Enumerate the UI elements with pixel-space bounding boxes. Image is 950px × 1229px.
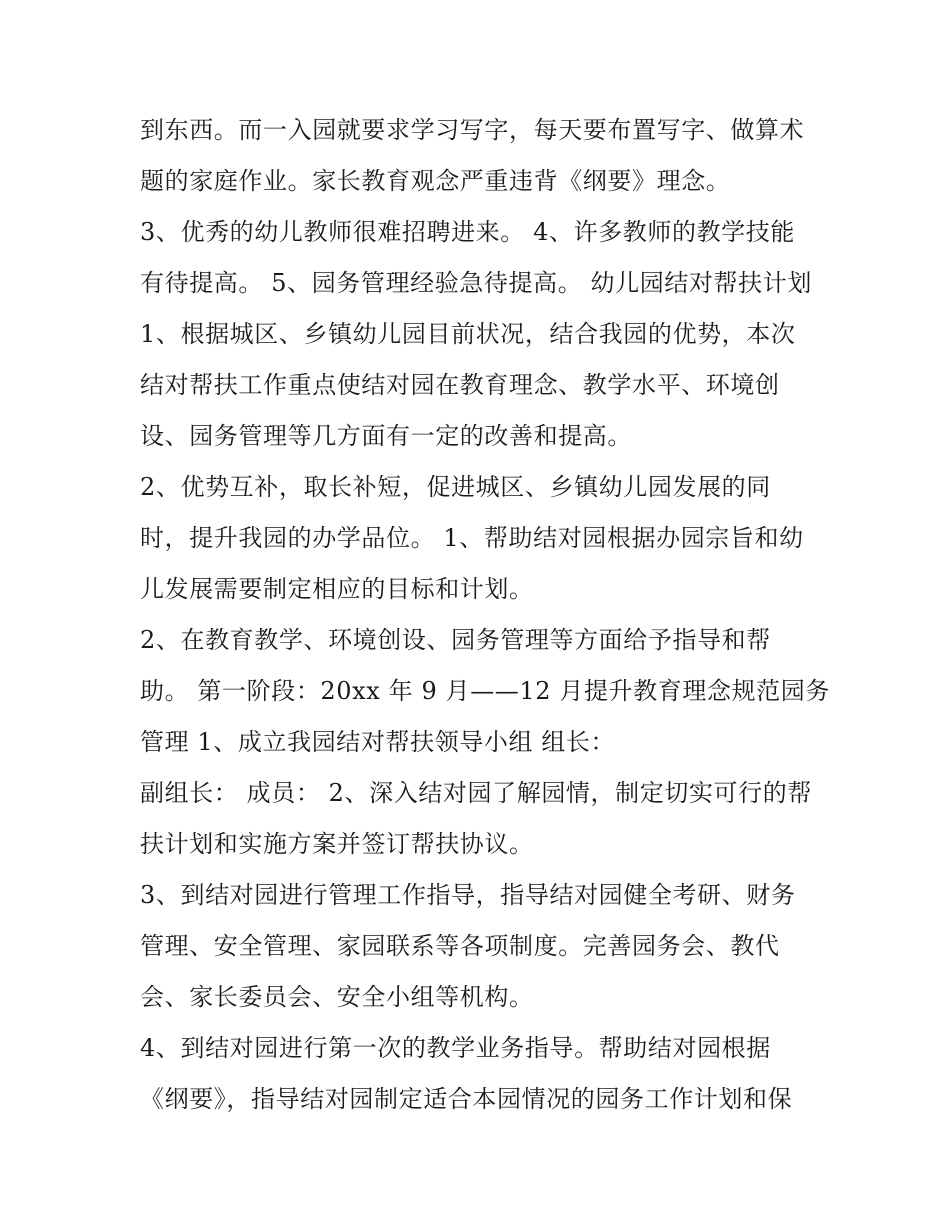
text-line-10: 儿发展需要制定相应的目标和计划。	[140, 575, 534, 603]
text-line-8: 2、优势互补，取长补短，促进城区、乡镇幼儿园发展的同	[140, 473, 771, 501]
text-line-2: 题的家庭作业。家长教育观念严重违背《纲要》理念。	[140, 167, 731, 195]
text-line-20: 《纲要》，指导结对园制定适合本园情况的园务工作计划和保	[140, 1085, 793, 1113]
text-line-17: 管理、安全管理、家园联系等各项制度。完善园务会、教代	[140, 932, 780, 960]
text-line-16: 3、到结对园进行管理工作指导，指导结对园健全考研、财务	[140, 881, 796, 909]
text-line-14: 副组长： 成员： 2、深入结对园了解园情，制定切实可行的帮	[140, 779, 812, 807]
text-line-3: 3、优秀的幼儿教师很难招聘进来。 4、许多教师的教学技能	[140, 218, 795, 246]
text-line-6: 结对帮扶工作重点使结对园在教育理念、教学水平、环境创	[140, 371, 780, 399]
text-line-15: 扶计划和实施方案并签订帮扶协议。	[140, 830, 534, 858]
text-line-7: 设、园务管理等几方面有一定的改善和提高。	[140, 422, 632, 450]
text-line-11: 2、在教育教学、环境创设、园务管理等方面给予指导和帮	[140, 626, 771, 654]
text-line-12: 助。 第一阶段：20xx 年 9 月——12 月提升教育理念规范园务	[140, 677, 830, 705]
text-line-13: 管理 1、成立我园结对帮扶领导小组 组长：	[140, 728, 616, 756]
text-line-5: 1、根据城区、乡镇幼儿园目前状况，结合我园的优势，本次	[140, 320, 796, 348]
text-line-18: 会、家长委员会、安全小组等机构。	[140, 983, 534, 1011]
text-line-1: 到东西。而一入园就要求学习写字，每天要布置写字、做算术	[140, 116, 805, 144]
text-line-19: 4、到结对园进行第一次的教学业务指导。帮助结对园根据	[140, 1034, 771, 1062]
text-line-4: 有待提高。 5、园务管理经验急待提高。 幼儿园结对帮扶计划	[140, 269, 812, 297]
text-line-9: 时，提升我园的办学品位。 1、帮助结对园根据办园宗旨和幼	[140, 524, 804, 552]
body-text	[140, 105, 830, 1125]
